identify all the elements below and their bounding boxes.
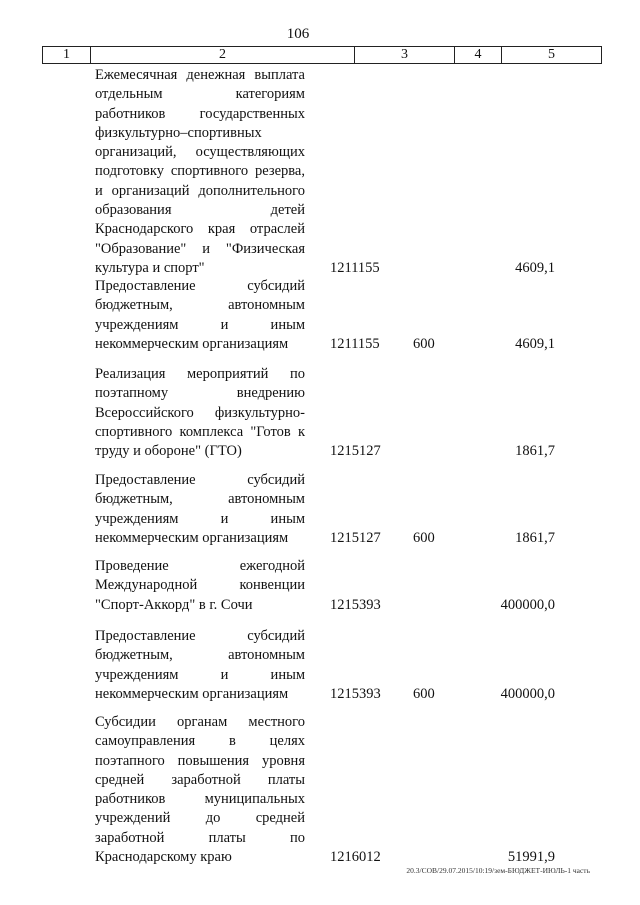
row-code: 1216012: [330, 849, 381, 866]
table-header: [42, 46, 602, 64]
row-amount: 51991,9: [507, 849, 555, 866]
row-amount: 4609,1: [515, 335, 555, 352]
header-col-5: 5: [548, 47, 555, 62]
header-col-2: 2: [91, 47, 355, 63]
row-description: Субсидии органам местного самоуправления в целях поэтапного повышения уровня средней заработной платы работников муниципальных учреждений до средней заработной платы по Краснодарскому краю: [95, 714, 305, 866]
row-description: Проведение ежегодной Международной конвенции "Спорт-Аккорд" в г. Сочи: [95, 558, 305, 613]
row-code: 1215393: [330, 596, 381, 613]
row-amount: 1861,7: [515, 443, 555, 460]
row-description: Ежемесячная денежная выплата отдельным категориям работников государственных физкультурно–спортивных организаций, осуществляющих подготовку спортивного резерва, и организаций дополнительного образования детей Краснодарского края отраслей "Образование" и "Физическая культура и спорт": [95, 67, 305, 276]
row-code: 1215127: [330, 443, 381, 460]
header-col-3: 3: [355, 47, 455, 63]
table-row: [95, 365, 555, 461]
row-description: Реализация мероприятий по поэтапному внедрению Всероссийского физкультурно-спортивного комплекса "Готов к труду и обороне" (ГТО): [95, 366, 305, 460]
row-description: Предоставление субсидий бюджетным, автономным учреждениям и иным некоммерческим организациям: [95, 628, 305, 702]
table-row: [95, 277, 555, 354]
row-amount: 4609,1: [515, 259, 555, 276]
row-expense-type: 600: [413, 529, 435, 546]
row-code: 1215127: [330, 529, 381, 546]
row-amount: 1861,7: [515, 529, 555, 546]
row-description: Предоставление субсидий бюджетным, автономным учреждениям и иным некоммерческим организациям: [95, 472, 305, 546]
table-row: [95, 557, 555, 615]
row-code: 1211155: [330, 335, 380, 352]
row-description: Предоставление субсидий бюджетным, автономным учреждениям и иным некоммерческим организациям: [95, 278, 305, 352]
page-number: 106: [286, 26, 310, 42]
footer-stamp: 20.3/СОВ/29.07.2015/10:19/зем-БЮДЖЕТ-ИЮЛЬ-1 часть: [406, 866, 590, 875]
table-row: [95, 471, 555, 548]
row-amount: 400000,0: [500, 685, 555, 702]
table-row: [95, 66, 555, 278]
table-row: [95, 627, 555, 704]
header-col-4: 4: [455, 47, 502, 63]
table-row: [95, 713, 555, 867]
row-expense-type: 600: [413, 335, 435, 352]
header-col-1: 1: [43, 47, 91, 63]
row-code: 1211155: [330, 259, 380, 276]
row-code: 1215393: [330, 685, 381, 702]
row-expense-type: 600: [413, 685, 435, 702]
row-amount: 400000,0: [500, 596, 555, 613]
